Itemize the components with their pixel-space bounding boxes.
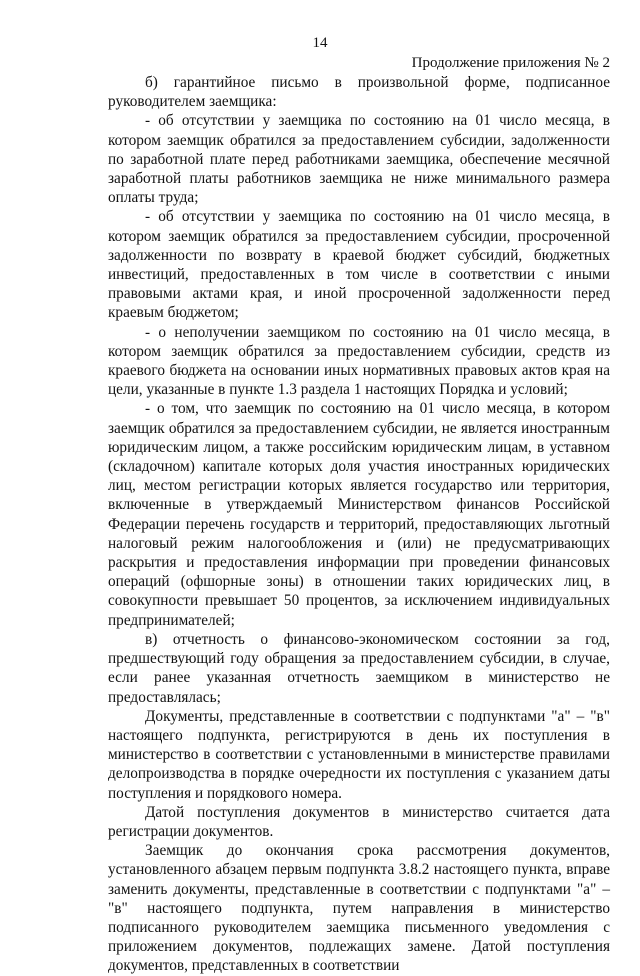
running-header: Продолжение приложения № 2	[411, 55, 610, 71]
paragraph: б) гарантийное письмо в произвольной форме, подписанное руководителем заемщика:	[108, 74, 610, 111]
paragraph: - о том, что заемщик по состоянию на 01 число месяца, в котором заемщик обратился за предоставлением субсидии, не является иностранным юридическим лицом, а также российским юридическим лицам, в уставном (складочном) капитале которых доля участия иностранных юридических лиц, местом регистрации которых является государство или территория, включенные в утверждаемый Министерством финансов Российской Федерации перечень государств и территорий, предоставляющих льготный налоговый режим налогообложения и (или) не предусматривающих раскрытия и предоставления информации при проведении финансовых операций (офшорные зоны) в отношении таких юридических лиц, в совокупности превышает 50 процентов, за исключением индивидуальных предпринимателей;	[108, 400, 610, 629]
paragraph: - о неполучении заемщиком по состоянию на 01 число месяца, в котором заемщик обратился за предоставлением субсидии, средств из краевого бюджета на основании иных нормативных правовых актов края на цели, указанные в пункте 1.3 раздела 1 настоящих Порядка и условий;	[108, 323, 610, 399]
document-body	[108, 73, 610, 976]
paragraph: Заемщик до окончания срока рассмотрения документов, установленного абзацем первым подпункта 3.8.2 настоящего пункта, вправе заменить документы, представленные в соответствии с подпунктами "а" – "в" настоящего подпункта, путем направления в министерство подписанного руководителем заемщика письменного уведомления с приложением документов, подлежащих замене. Датой поступления документов, представленных в соответствии	[108, 842, 610, 975]
paragraph: - об отсутствии у заемщика по состоянию на 01 число месяца, в котором заемщик обратился за предоставлением субсидии, задолженности по заработной плате перед работниками заемщика, обеспечение месячной заработной платы работников заемщика не ниже минимального размера оплаты труда;	[108, 112, 610, 207]
paragraph: в) отчетность о финансово-экономическом состоянии за год, предшествующий году обращения за предоставлением субсидии, в случае, если ранее указанная отчетность заемщиком в министерство не предоставлялась;	[108, 630, 610, 706]
paragraph: Документы, представленные в соответствии с подпунктами "а" – "в" настоящего подпункта, регистрируются в день их поступления в министерство в соответствии с установленными в министерстве правилами делопроизводства в порядке очередности их поступления с указанием даты поступления и порядкового номера.	[108, 707, 610, 802]
paragraph: Датой поступления документов в министерство считается дата регистрации документов.	[108, 803, 610, 840]
page-number: 14	[312, 35, 328, 51]
paragraph: - об отсутствии у заемщика по состоянию на 01 число месяца, в котором заемщик обратился за предоставлением субсидии, просроченной задолженности по возврату в краевой бюджет субсидий, бюджетных инвестиций, предоставленных в том числе в соответствии с иными правовыми актами края, и иной просроченной задолженности перед краевым бюджетом;	[108, 208, 610, 322]
